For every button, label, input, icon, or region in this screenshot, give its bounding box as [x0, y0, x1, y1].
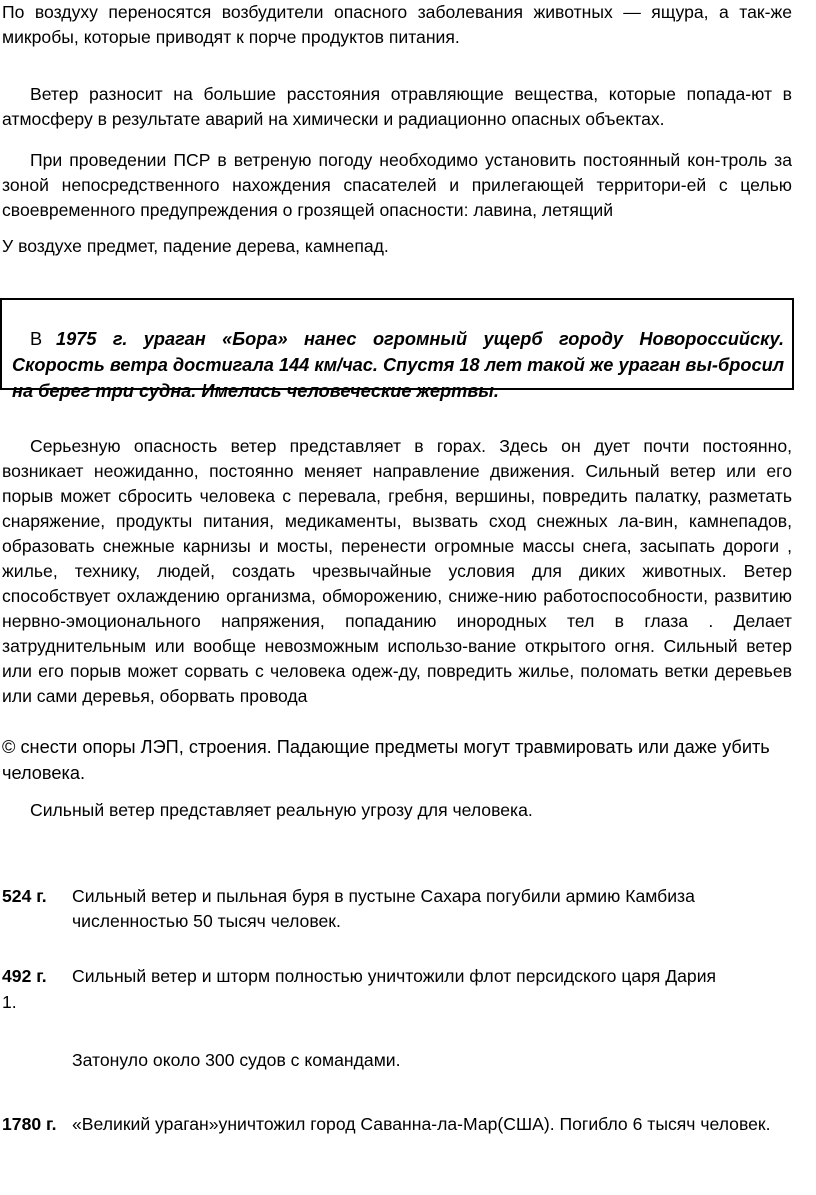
- paragraph-real-threat: Сильный ветер представляет реальную угрозу для человека.: [30, 800, 533, 820]
- callout-box: [0, 298, 794, 402]
- event-text-continued: 1.: [2, 992, 17, 1012]
- callout-body: 1975 г. ураган «Бора» нанес огромный ущерб городу Новороссийску. Скорость ветра достигала 144 км/час. Спустя 18 лет такой же ураган вы-бросил на берег три судна. Имелись человеческие жертвы.: [12, 329, 785, 402]
- paragraph-power-lines: © снести опоры ЛЭП, строения. Падающие предметы могут травмировать или даже убить человека.: [2, 737, 770, 783]
- event-year: 1780 г.: [2, 1114, 57, 1134]
- callout-text: [12, 326, 784, 404]
- event-text: «Великий ураган»уничтожил город Саванна-ла-Мар(США). Погибло 6 тысяч человек.: [72, 1114, 771, 1134]
- paragraph-mountain-wind: Серьезную опасность ветер представляет в горах. Здесь он дует почти постоянно, возникает неожиданно, постоянно меняет направление движения. Сильный ветер или его порыв может сбросить человека с перевала, гребня, вершины, повредить палатку, разметать снаряжение, продукты питания, медикаменты, вызвать сход снежных ла-вин, камнепадов, образовать снежные карнизы и мосты, перенести огромные массы снега, засыпать дороги , жилье, технику, людей, создать чрезвычайные условия для диких животных. Ветер способствует охлаждению организма, обморожению, сниже-нию работоспособности, развитию нервно-эмоционального напряжения, попаданию инородных тел в глаза . Делает затруднительным или вообще невозможным использо-вание открытого огня. Сильный ветер или его порыв может сорвать с человека одеж-ду, повредить жилье, поломать ветки деревьев или сами деревья, оборвать провода: [2, 436, 792, 706]
- paragraph-hazards-list: У воздухе предмет, падение дерева, камнепад.: [2, 236, 389, 256]
- event-item: [2, 964, 794, 1016]
- event-text: Сильный ветер и пыльная буря в пустыне Сахара погубили армию Камбиза численностью 50 тысяч человек.: [72, 886, 695, 931]
- event-item: [2, 884, 794, 936]
- paragraph-toxic-substances: Ветер разносит на большие расстояния отравляющие вещества, которые попада-ют в атмосферу в результате аварий на химически и радиационно опасных объектах.: [2, 84, 792, 129]
- paragraph-rescue-control: При проведении ПСР в ветреную погоду необходимо установить постоянный кон-троль за зоной непосредственного нахождения спасателей и прилегающей территори-ей с целью своевременного предупреждения о грозящей опасности: лавина, летящий: [2, 150, 792, 220]
- paragraph-ships-sunk: Затонуло около 300 судов с командами.: [72, 1050, 401, 1070]
- event-text: Сильный ветер и шторм полностью уничтожили флот персидского царя Дария: [72, 966, 717, 986]
- event-item: [2, 1112, 794, 1164]
- event-year: 524 г.: [2, 886, 47, 906]
- callout-lead: В: [30, 329, 43, 350]
- event-year: 492 г.: [2, 966, 47, 986]
- paragraph-disease-transport: По воздуху переносятся возбудители опасного заболевания животных — ящура, а так-же микробы, которые приводят к порче продуктов питания.: [2, 2, 792, 47]
